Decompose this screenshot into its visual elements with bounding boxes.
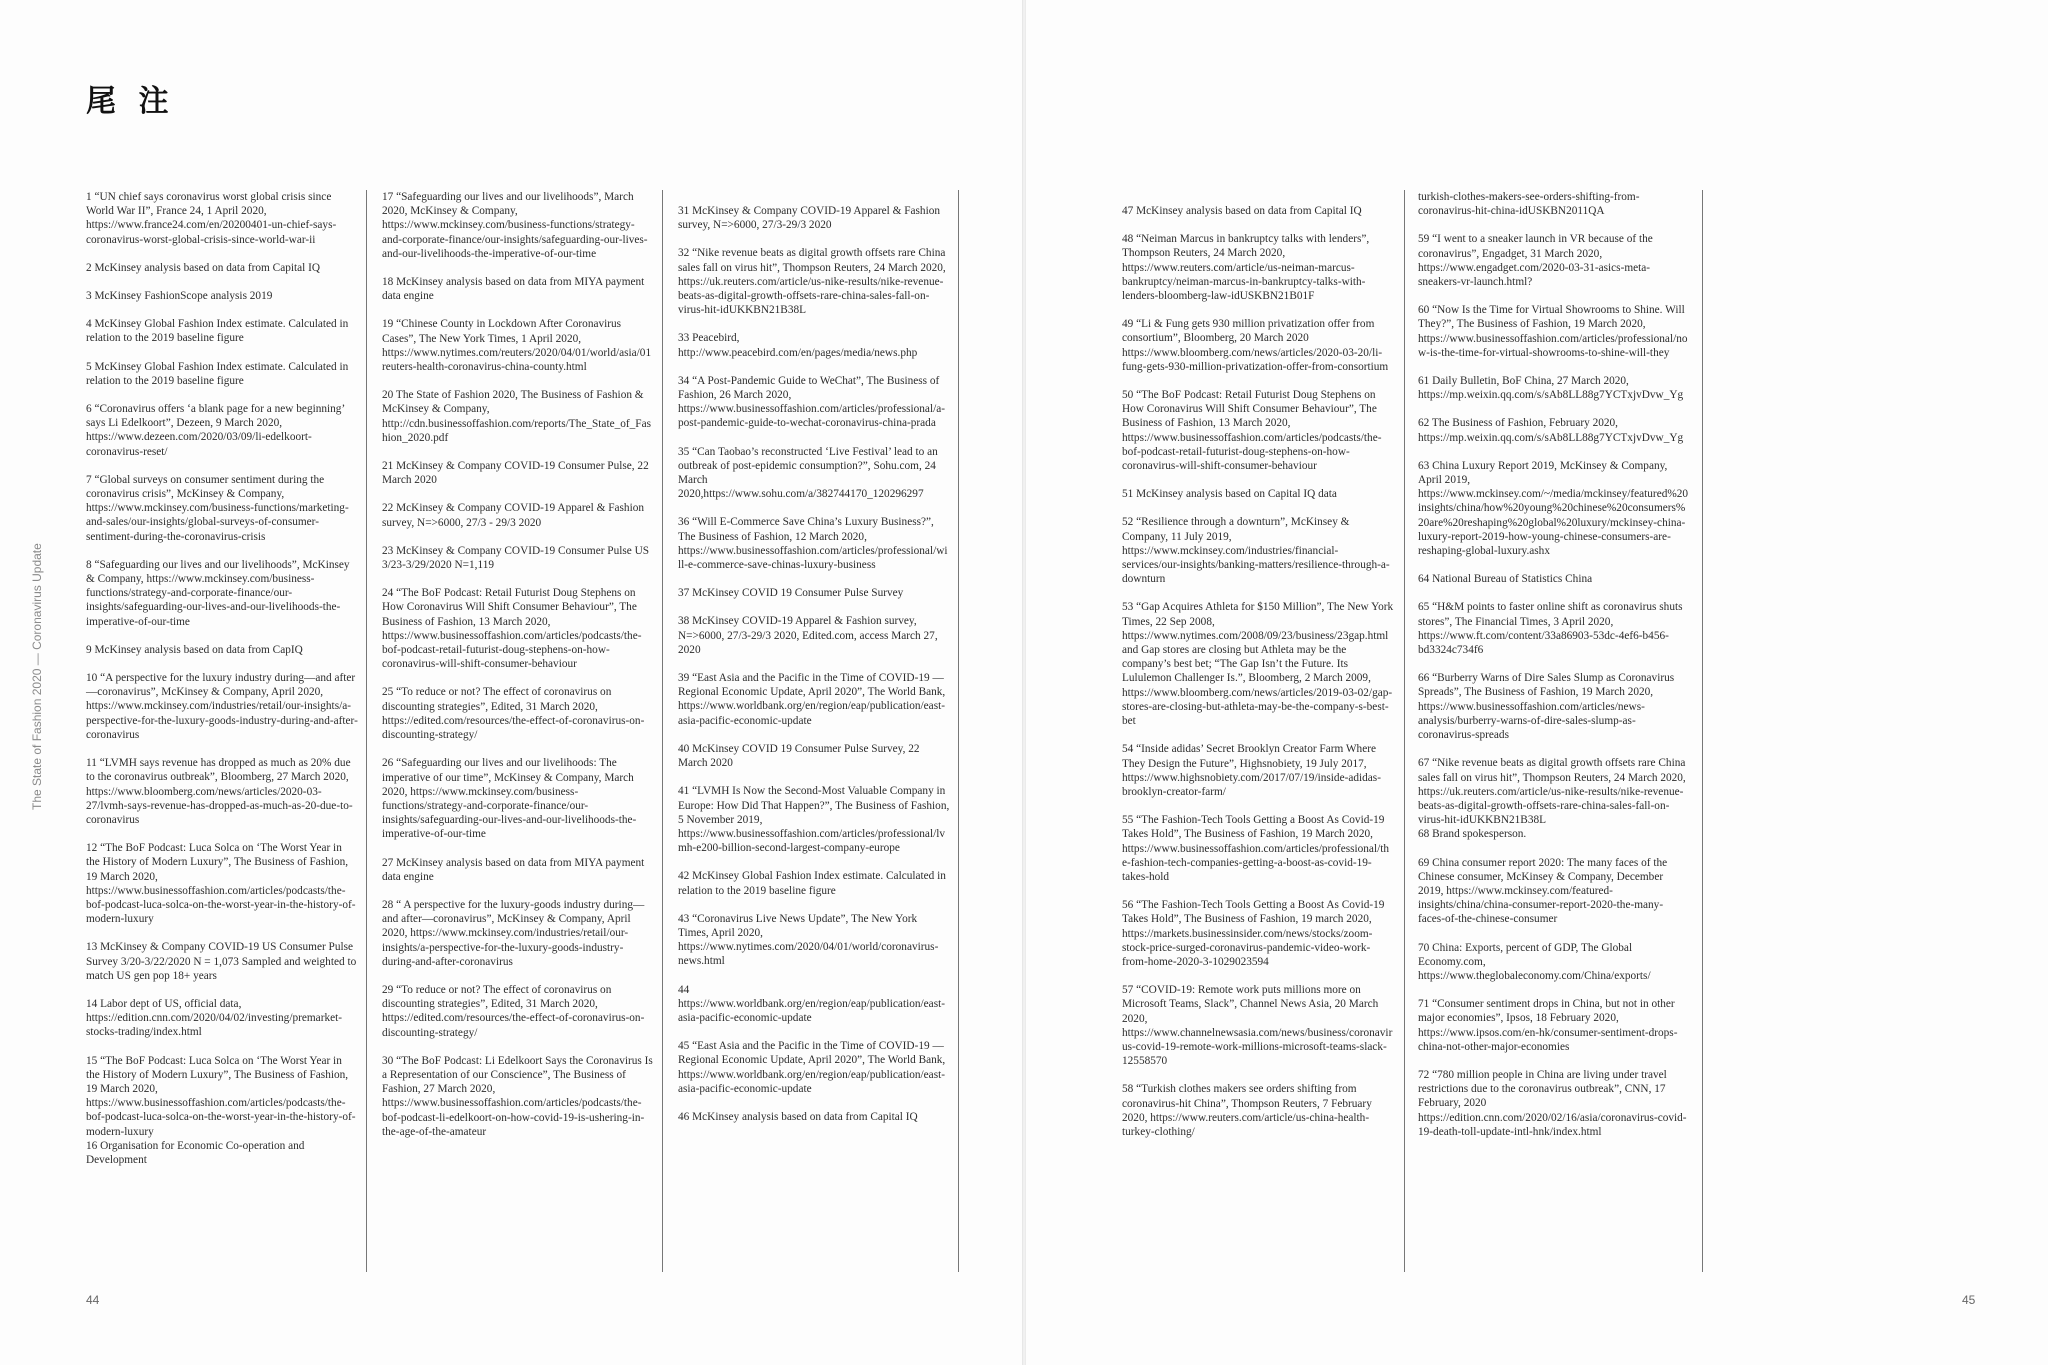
endnote-item: 52 “Resilience through a downturn”, McKinsey & Company, 11 July 2019, https://www.mckinsey.com/industries/financial-services/our-insights/banking-matters/resilience-through-a-downturn bbox=[1122, 516, 1390, 586]
endnote-item: 27 McKinsey analysis based on data from MIYA payment data engine bbox=[382, 856, 645, 883]
page-number-right: 45 bbox=[1962, 1293, 1976, 1307]
endnote-item: 70 China: Exports, percent of GDP, The Global Economy.com, https://www.theglobaleconomy.com/China/exports/ bbox=[1418, 941, 1651, 982]
endnote-item: 47 McKinsey analysis based on data from Capital IQ bbox=[1122, 205, 1362, 217]
running-header-vertical: The State of Fashion 2020 — Coronavirus Update bbox=[30, 543, 44, 810]
endnote-item: 4 McKinsey Global Fashion Index estimate. Calculated in relation to the 2019 baseline figure bbox=[86, 318, 349, 345]
endnote-item: 10 “A perspective for the luxury industry during—and after—coronavirus”, McKinsey & Company, April 2020, https://www.mckinsey.com/industries/retail/our-insights/a-perspective-for-the-luxury-goods-industry-during-and-after-coronavirus bbox=[86, 672, 358, 741]
endnote-item: 26 “Safeguarding our lives and our livelihoods: The imperative of our time”, McKinsey & Company, March 2020, https://www.mckinsey.com/business-functions/strategy-and-corporate-finance/our-insights/safeguarding-our-lives-and-our-livelihoods-the-imperative-of-our-time bbox=[382, 757, 637, 841]
endnote-item: 59 “I went to a sneaker launch in VR because of the coronavirus”, Engadget, 31 March 2020, https://www.engadget.com/2020-03-31-asics-meta-sneakers-vr-launch.html? bbox=[1418, 233, 1653, 289]
endnotes-column-4 bbox=[1122, 204, 1394, 1153]
endnote-item: 34 “A Post-Pandemic Guide to WeChat”, The Business of Fashion, 26 March 2020, https://www.businessoffashion.com/articles/professional/a-post-pandemic-guide-to-wechat-coronavirus-china-prada bbox=[678, 374, 945, 430]
endnote-item: 48 “Neiman Marcus in bankruptcy talks with lenders”, Thompson Reuters, 24 March 2020, https://www.reuters.com/article/us-neiman-marcus-bankruptcy/neiman-marcus-in-bankruptcy-talks-with-lenders-bloomberg-law-idUSKBN21B01F bbox=[1122, 233, 1370, 303]
column-divider bbox=[366, 190, 367, 1272]
endnote-item: 30 “The BoF Podcast: Li Edelkoort Says the Coronavirus Is a Representation of our Conscience”, The Business of Fashion, 27 March 2020, https://www.businessoffashion.com/articles/podcasts/the-bof-podcast-li-edelkoort-on-how-covid-19-is-ushering-in-the-age-of-the-amateur bbox=[382, 1054, 653, 1138]
endnote-item: turkish-clothes-makers-see-orders-shifting-from-coronavirus-hit-china-idUSKBN2011QA bbox=[1418, 191, 1640, 218]
endnote-item: 7 “Global surveys on consumer sentiment during the coronavirus crisis”, McKinsey & Company, https://www.mckinsey.com/business-functions/marketing-and-sales/our-insights/global-surveys-of-consumer-sentiment-during-the-coronavirus-crisis bbox=[86, 473, 349, 543]
endnote-item: 8 “Safeguarding our lives and our livelihoods”, McKinsey & Company, https://www.mckinsey.com/business-functions/strategy-and-corporate-finance/our-insights/safeguarding-our-lives-and-our-livelihoods-the-imperative-of-our-time bbox=[86, 558, 350, 628]
endnote-item: 31 McKinsey & Company COVID-19 Apparel & Fashion survey, N=>6000, 27/3-29/3 2020 bbox=[678, 205, 941, 232]
endnote-item: 22 McKinsey & Company COVID-19 Apparel & Fashion survey, N=>6000, 27/3 - 29/3 2020 bbox=[382, 502, 645, 529]
endnote-item: 45 “East Asia and the Pacific in the Time of COVID-19 — Regional Economic Update, April 2020”, The World Bank, https://www.worldbank.org/en/region/eap/publication/east-asia-pacific-economic-update bbox=[678, 1040, 946, 1095]
endnote-item: 44 https://www.worldbank.org/en/region/eap/publication/east-asia-pacific-economic-update bbox=[678, 983, 945, 1024]
endnote-item: 40 McKinsey COVID 19 Consumer Pulse Survey, 22 March 2020 bbox=[678, 742, 920, 770]
endnote-item: 61 Daily Bulletin, BoF China, 27 March 2020, https://mp.weixin.qq.com/s/sAb8LL88g7YCTxjvDvw_Yg bbox=[1418, 375, 1684, 402]
endnote-item: 55 “The Fashion-Tech Tools Getting a Boost As Covid-19 Takes Hold”, The Business of Fashion, 19 March 2020, https://www.businessoffashion.com/articles/professional/the-fashion-tech-companies-getting-a-boost-as-covid-19-takes-hold bbox=[1122, 814, 1390, 883]
endnote-item: 62 The Business of Fashion, February 2020, https://mp.weixin.qq.com/s/sAb8LL88g7YCTxjvDvw_Yg bbox=[1418, 417, 1684, 444]
endnote-item: 43 “Coronavirus Live News Update”, The New York Times, April 2020, https://www.nytimes.com/2020/04/01/world/coronavirus-news.html bbox=[678, 912, 939, 968]
endnote-item: 18 McKinsey analysis based on data from MIYA payment data engine bbox=[382, 276, 645, 303]
endnote-item: 46 McKinsey analysis based on data from Capital IQ bbox=[678, 1110, 918, 1123]
endnote-item: 13 McKinsey & Company COVID-19 US Consumer Pulse Survey 3/20-3/22/2020 N = 1,073 Sampled and weighted to match US gen pop 18+ years bbox=[86, 941, 357, 982]
endnotes-column-3 bbox=[678, 204, 950, 1138]
column-divider bbox=[1702, 190, 1703, 1272]
endnote-item: 21 McKinsey & Company COVID-19 Consumer Pulse, 22 March 2020 bbox=[382, 460, 649, 487]
column-divider bbox=[662, 190, 663, 1272]
endnote-item: 28 “ A perspective for the luxury-goods industry during—and after—coronavirus”, McKinsey & Company, April 2020, https://www.mckinsey.com/industries/retail/our-insights/a-perspective-for-the-luxury-goods-industry-during-and-after-coronavirus bbox=[382, 898, 645, 968]
endnote-item: 49 “Li & Fung gets 930 million privatization offer from consortium”, Bloomberg, 20 March 2020 https://www.bloomberg.com/news/articles/2020-03-20/li-fung-gets-930-million-privatization-offer-from-consortium bbox=[1122, 318, 1389, 373]
endnote-item: 58 “Turkish clothes makers see orders shifting from coronavirus-hit China”, Thompson Reuters, 7 February 2020, https://www.reuters.com/article/us-china-health-turkey-clothing/ bbox=[1122, 1083, 1372, 1138]
endnote-item: 15 “The BoF Podcast: Luca Solca on ‘The Worst Year in the History of Modern Luxury”, The Business of Fashion, 19 March 2020, https://www.businessoffashion.com/articles/podcasts/the-bof-podcast-luca-solca-on-the-worst-year-in-the-history-of-modern-luxury 16 Organisation for Economic Co-operation and Development bbox=[86, 1054, 356, 1166]
endnote-item: 12 “The BoF Podcast: Luca Solca on ‘The Worst Year in the History of Modern Luxury”, The Business of Fashion, 19 March 2020, https://www.businessoffashion.com/articles/podcasts/the-bof-podcast-luca-solca-on-the-worst-year-in-the-history-of-modern-luxury bbox=[86, 842, 356, 926]
endnote-item: 72 “780 million people in China are living under travel restrictions due to the coronavirus outbreak”, CNN, 17 February, 2020 https://edition.cnn.com/2020/02/16/asia/coronavirus-covid-19-death-toll-update-intl-hnk/index.html bbox=[1418, 1068, 1687, 1138]
endnote-item: 25 “To reduce or not? The effect of coronavirus on discounting strategies”, Edited, 31 March 2020, https://edited.com/resources/the-effect-of-coronavirus-on-discounting-strategy/ bbox=[382, 686, 645, 742]
endnote-item: 29 “To reduce or not? The effect of coronavirus on discounting strategies”, Edited, 31 March 2020, https://edited.com/resources/the-effect-of-coronavirus-on-discounting-strategy/ bbox=[382, 983, 645, 1039]
endnote-item: 37 McKinsey COVID 19 Consumer Pulse Survey bbox=[678, 587, 904, 600]
column-divider bbox=[1404, 190, 1405, 1272]
endnote-item: 69 China consumer report 2020: The many faces of the Chinese consumer, McKinsey & Company, December 2019, https://www.mckinsey.com/featured-insights/china/china-consumer-report-2020-the-many-faces-of-the-chinese-consumer bbox=[1418, 856, 1668, 926]
endnote-item: 53 “Gap Acquires Athleta for $150 Million”, The New York Times, 22 Sep 2008, https://www.nytimes.com/2008/09/23/business/23gap.html and Gap stores are closing but Athleta may be the company’s best bet; “The Gap Isn’t the Future. Its Lululemon Challenger Is.”, Bloomberg, 2 March 2009, https://www.bloomberg.com/news/articles/2019-03-02/gap-stores-are-closing-but-athleta-may-be-the-company-s-best-bet bbox=[1122, 601, 1394, 728]
endnote-item: 66 “Burberry Warns of Dire Sales Slump as Coronavirus Spreads”, The Business of Fashion, 19 March 2020, https://www.businessoffashion.com/articles/news-analysis/burberry-warns-of-dire-sales-slump-as-coronavirus-spreads bbox=[1418, 672, 1675, 742]
endnote-item: 1 “UN chief says coronavirus worst global crisis since World War II”, France 24, 1 April 2020, https://www.france24.com/en/20200401-un-chief-says-coronavirus-worst-global-crisis-since-world-war-ii bbox=[86, 191, 337, 246]
endnote-item: 50 “The BoF Podcast: Retail Futurist Doug Stephens on How Coronavirus Will Shift Consumer Behaviour”, The Business of Fashion, 13 March 2020, https://www.businessoffashion.com/articles/podcasts/the-bof-podcast-retail-futurist-doug-stephens-on-how-coronavirus-will-shift-consumer-behaviour bbox=[1122, 389, 1382, 473]
endnote-item: 57 “COVID-19: Remote work puts millions more on Microsoft Teams, Slack”, Channel News Asia, 20 March 2020, https://www.channelnewsasia.com/news/business/coronavirus-covid-19-remote-work-millions-microsoft-teams-slack-12558570 bbox=[1122, 984, 1393, 1068]
endnote-item: 2 McKinsey analysis based on data from Capital IQ bbox=[86, 261, 321, 274]
endnote-item: 65 “H&M points to faster online shift as coronavirus shuts stores”, The Financial Times, 3 April 2020, https://www.ft.com/content/33a86903-53dc-4ef6-b456-bd3324c734f6 bbox=[1418, 601, 1683, 657]
endnote-item: 9 McKinsey analysis based on data from CapIQ bbox=[86, 643, 303, 656]
endnote-item: 6 “Coronavirus offers ‘a blank page for a new beginning’ says Li Edelkoort”, Dezeen, 9 March 2020, https://www.dezeen.com/2020/03/09/li-edelkoort-coronavirus-reset/ bbox=[86, 403, 345, 458]
endnote-item: 41 “LVMH Is Now the Second-Most Valuable Company in Europe: How Did That Happen?”, The Business of Fashion, 5 November 2019, https://www.businessoffashion.com/articles/professional/lvmh-e200-billion-second-largest-company-europe bbox=[678, 785, 950, 855]
endnote-item: 35 “Can Taobao’s reconstructed ‘Live Festival’ lead to an outbreak of post-epidemic consumption?”, Sohu.com, 24 March 2020,https://www.sohu.com/a/382744170_120296297 bbox=[678, 445, 938, 501]
endnote-item: 42 McKinsey Global Fashion Index estimate. Calculated in relation to the 2019 baseline figure bbox=[678, 870, 946, 897]
left-page bbox=[0, 0, 1022, 1365]
endnote-item: 3 McKinsey FashionScope analysis 2019 bbox=[86, 290, 273, 303]
page-title: 尾 注 bbox=[86, 84, 175, 119]
endnote-item: 51 McKinsey analysis based on Capital IQ data bbox=[1122, 488, 1337, 501]
endnote-item: 33 Peacebird, http://www.peacebird.com/en/pages/media/news.php bbox=[678, 332, 918, 359]
endnote-item: 20 The State of Fashion 2020, The Business of Fashion & McKinsey & Company, http://cdn.businessoffashion.com/reports/The_State_of_Fashion_2020.pdf bbox=[382, 389, 651, 444]
endnotes-column-1 bbox=[86, 190, 358, 1181]
column-divider bbox=[958, 190, 959, 1272]
endnote-item: 39 “East Asia and the Pacific in the Time of COVID-19 — Regional Economic Update, April 2020”, The World Bank, https://www.worldbank.org/en/region/eap/publication/east-asia-pacific-economic-update bbox=[678, 672, 946, 727]
endnote-item: 24 “The BoF Podcast: Retail Futurist Doug Stephens on How Coronavirus Will Shift Consumer Behaviour”, The Business of Fashion, 13 March 2020, https://www.businessoffashion.com/articles/podcasts/the-bof-podcast-retail-futurist-doug-stephens-on-how-coronavirus-will-shift-consumer-behaviour bbox=[382, 587, 642, 671]
endnote-item: 71 “Consumer sentiment drops in China, but not in other major economies”, Ipsos, 18 February 2020, https://www.ipsos.com/en-hk/consumer-sentiment-drops-china-not-other-major-economies bbox=[1418, 998, 1678, 1053]
endnote-item: 14 Labor dept of US, official data, https://edition.cnn.com/2020/04/02/investing/premarket-stocks-trading/index.html bbox=[86, 997, 343, 1039]
endnote-item: 67 “Nike revenue beats as digital growth offsets rare China sales fall on virus hit”, Thompson Reuters, 24 March 2020, https://uk.reuters.com/article/us-nike-results/nike-revenue-beats-as-digital-growth-offsets-rare-china-sales-fall-on-virus-hit-idUKKBN21B38L 68 Brand spokesperson. bbox=[1418, 757, 1686, 841]
endnote-item: 54 “Inside adidas’ Secret Brooklyn Creator Farm Where They Design the Future”, Highsnobiety, 19 July 2017, https://www.highsnobiety.com/2017/07/19/inside-adidas-brooklyn-creator-farm/ bbox=[1122, 743, 1381, 798]
endnote-item: 11 “LVMH says revenue has dropped as much as 20% due to the coronavirus outbreak”, Bloomberg, 27 March 2020, https://www.bloomberg.com/news/articles/2020-03-27/lvmh-says-revenue-has-dropped-as-much-as-20-due-to-coronavirus bbox=[86, 757, 353, 826]
endnotes-column-5 bbox=[1418, 190, 1690, 1153]
endnote-item: 36 “Will E-Commerce Save China’s Luxury Business?”, The Business of Fashion, 12 March 2020, https://www.businessoffashion.com/articles/professional/will-e-commerce-save-chinas-luxury-business bbox=[678, 516, 948, 572]
endnote-item: 5 McKinsey Global Fashion Index estimate. Calculated in relation to the 2019 baseline figure bbox=[86, 360, 349, 387]
endnote-item: 23 McKinsey & Company COVID-19 Consumer Pulse US 3/23-3/29/2020 N=1,119 bbox=[382, 544, 650, 572]
endnote-item: 64 National Bureau of Statistics China bbox=[1418, 573, 1593, 586]
endnote-item: 56 “The Fashion-Tech Tools Getting a Boost As Covid-19 Takes Hold”, The Business of Fashion, 19 march 2020, https://markets.businessinsider.com/news/stocks/zoom-stock-price-surged-coronavirus-pandemic-video-work-from-home-2020-3-1029023594 bbox=[1122, 899, 1385, 968]
endnotes-column-2 bbox=[382, 190, 654, 1153]
endnote-item: 32 “Nike revenue beats as digital growth offsets rare China sales fall on virus hit”, Thompson Reuters, 24 March 2020, https://uk.reuters.com/article/us-nike-results/nike-revenue-beats-as-digital-growth-offsets-rare-china-sales-fall-on-virus-hit-idUKKBN21B38L bbox=[678, 247, 946, 317]
endnote-item: 17 “Safeguarding our lives and our livelihoods”, March 2020, McKinsey & Company, https://www.mckinsey.com/business-functions/strategy-and-corporate-finance/our-insights/safeguarding-our-lives-and-our-livelihoods-the-imperative-of-our-time bbox=[382, 191, 648, 260]
page-number-left: 44 bbox=[86, 1293, 100, 1307]
endnote-item: 60 “Now Is the Time for Virtual Showrooms to Shine. Will They?”, The Business of Fashion, 19 March 2020, https://www.businessoffashion.com/articles/professional/now-is-the-time-for-virtual-showrooms-to-shine-will-they bbox=[1418, 304, 1688, 359]
right-page bbox=[1026, 0, 2048, 1365]
endnote-item: 63 China Luxury Report 2019, McKinsey & Company, April 2019, https://www.mckinsey.com/~/media/mckinsey/featured%20insights/china/how%20young%20chinese%20consumers%20are%20reshaping%20global%20luxury/mckinsey-china-luxury-report-2019-how-young-chinese-consumers-are-reshaping-global-luxury.ashx bbox=[1418, 459, 1689, 558]
endnote-item: 38 McKinsey COVID-19 Apparel & Fashion survey, N=>6000, 27/3-29/3 2020, Edited.com, access March 27, 2020 bbox=[678, 615, 938, 656]
endnote-item: 19 “Chinese County in Lockdown After Coronavirus Cases”, The New York Times, 1 April 2020, https://www.nytimes.com/reuters/2020/04/01/world/asia/01reuters-health-coronavirus-china-county.html bbox=[382, 318, 652, 374]
